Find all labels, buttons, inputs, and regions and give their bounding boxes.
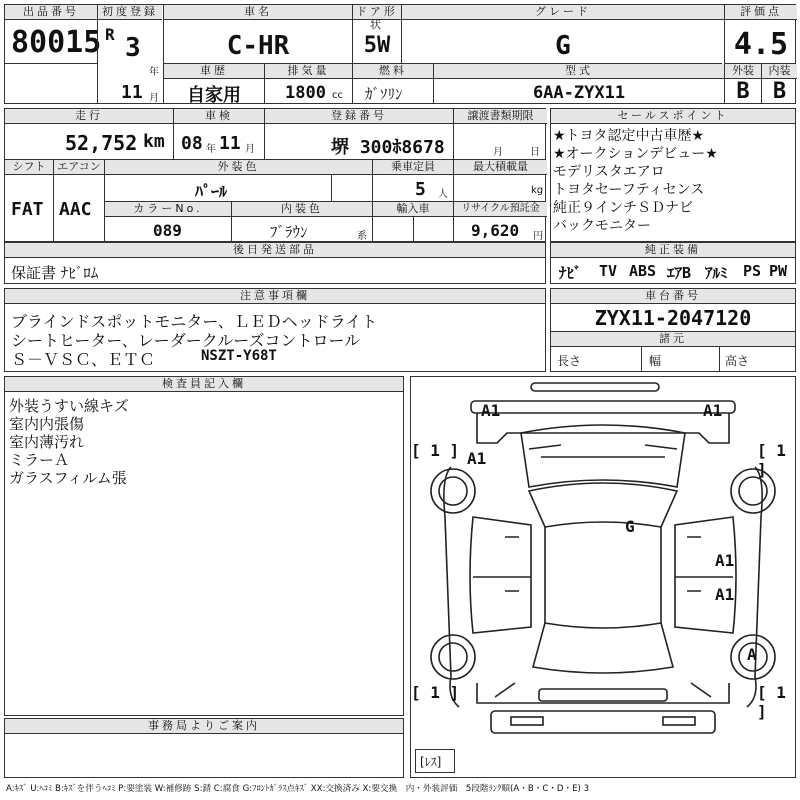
inspector-label: 検査員記入欄	[5, 377, 403, 392]
colorno-label: カラーNo.	[105, 202, 231, 217]
car-diagram	[411, 377, 795, 777]
equipment-block	[550, 242, 796, 284]
color-label: 外装色	[105, 160, 372, 175]
displacement-unit: cc	[332, 90, 343, 101]
width-label: 幅	[649, 354, 662, 368]
inspector-block	[4, 376, 404, 716]
chassis-label: 車台番号	[551, 289, 795, 304]
inspector-item: ガラスフィルム張	[9, 469, 127, 487]
legend: A:ｷｽﾞ U:ﾍｺﾐ B:ｷｽﾞを伴うﾍｺﾐ P:要塗装 W:補修跡 S:錆 C:腐食 G:ﾌﾛﾝﾄｶﾞﾗｽ点ｷｽﾞ XX:交換済み X:要交換 内・外装評価 5段階ﾗﾝｸ順(A・B・C・D・E) 3	[6, 784, 590, 794]
equip-pw: PW	[769, 262, 788, 280]
insp-month: 11	[219, 133, 241, 154]
inspection-label: 車検	[174, 109, 264, 124]
mileage-label: 走行	[5, 109, 173, 124]
exterior-label: 外装	[725, 64, 761, 79]
intcolor-unit: 系	[357, 231, 367, 242]
height-label: 高さ	[725, 354, 750, 368]
sales-item: ★オークションデビュー★	[553, 146, 718, 162]
sales-points-block	[550, 108, 796, 242]
score: 4.5	[733, 27, 789, 62]
history-label: 車歴	[164, 64, 264, 79]
inspector-item: 室内薄汚れ	[9, 433, 85, 451]
grade: G	[555, 31, 571, 61]
reg-era: R	[105, 25, 115, 44]
later-text: 保証書 ﾅﾋﾞﾛﾑ	[11, 264, 99, 282]
colorno: 089	[153, 221, 182, 240]
damage-mark: A1	[481, 401, 501, 420]
equip-ps: PS	[743, 262, 762, 280]
length-label: 長さ	[557, 354, 582, 368]
dims-label: 諸元	[551, 332, 795, 347]
later-parts-block	[4, 242, 546, 284]
recycle-label: リサイクル預託金	[454, 202, 547, 217]
year-unit: 年	[149, 67, 159, 78]
spare-less: [ﾚｽ]	[420, 755, 442, 769]
ac: AAC	[59, 199, 92, 220]
shift: FAT	[11, 199, 44, 220]
car-map	[410, 376, 796, 778]
spec-block	[4, 108, 546, 242]
reg-label: 初度登録	[98, 5, 162, 20]
damage-mark: A	[747, 645, 757, 664]
spare-tire-box	[415, 749, 455, 773]
transfer-label: 譲渡書類期限	[454, 109, 547, 124]
reg-year: 3	[125, 33, 141, 63]
car-name: C-HR	[226, 31, 290, 61]
tire-mark: [ 1 ]	[757, 441, 786, 479]
score-label: 評価点	[725, 5, 797, 20]
sales-item: ★トヨタ認定中古車歴★	[553, 128, 705, 144]
load-unit: kg	[531, 185, 544, 196]
name-label: 車名	[164, 5, 352, 20]
import-label: 輸入車	[373, 202, 453, 217]
ac-label: エアコン	[54, 160, 104, 175]
office-label: 事務局よりご案内	[5, 719, 403, 734]
chassis-number: ZYX11-2047120	[594, 306, 752, 330]
damage-mark: G	[625, 517, 635, 536]
grade-label: グレード	[402, 5, 724, 20]
header-block	[4, 4, 796, 104]
sales-item: モデリスタエアロ	[553, 164, 665, 180]
lot-number: 80015	[11, 25, 102, 60]
equip-airbag: ｴｱB	[667, 264, 692, 282]
door-type: 5W	[363, 33, 391, 58]
fuel: ｶﾞｿﾘﾝ	[365, 85, 403, 103]
fuel-label: 燃料	[353, 64, 433, 79]
office-block	[4, 718, 404, 778]
displacement: 1800	[285, 83, 326, 103]
door-label: ドア形状	[353, 5, 401, 20]
history: 自家用	[187, 85, 241, 106]
month-unit: 月	[149, 93, 159, 104]
tire-mark: [ 1 ]	[757, 683, 786, 721]
sales-item: トヨタセーフティセンス	[553, 182, 705, 198]
equip-tv: TV	[599, 262, 618, 280]
capacity: 5	[415, 179, 426, 200]
model-label: 型式	[434, 64, 724, 79]
load-label: 最大積載量	[454, 160, 547, 175]
capacity-unit: 人	[438, 189, 448, 200]
tire-mark: [ 1 ]	[411, 683, 460, 702]
insp-year: 08	[181, 133, 203, 154]
sales-item: バックモニター	[553, 218, 651, 234]
notes-line: ブラインドスポットモニター、ＬＥＤヘッドライト	[11, 312, 378, 331]
insp-month-unit: 月	[245, 144, 255, 155]
equip-navi: ﾅﾋﾞ	[559, 264, 582, 282]
notes-extra: NSZT-Y68T	[201, 348, 277, 364]
notes-label: 注意事項欄	[5, 289, 545, 304]
damage-mark: A1	[715, 551, 735, 570]
plate-number: 堺 300ﾎ8678	[331, 137, 445, 158]
inspector-item: ミラーＡ	[9, 451, 70, 469]
intcolor-label: 内装色	[232, 202, 372, 217]
damage-mark: A1	[703, 401, 723, 420]
later-label: 後日発送部品	[5, 243, 545, 258]
recycle: 9,620	[471, 221, 520, 240]
insp-year-unit: 年	[206, 144, 216, 155]
transfer-day-unit: 日	[530, 147, 540, 158]
mileage: 52,752	[65, 131, 138, 155]
damage-mark: A1	[715, 585, 735, 604]
equipment-label: 純正装備	[551, 243, 795, 258]
inspector-item: 外装うすい線キズ	[9, 397, 129, 415]
interior-label: 内装	[762, 64, 797, 79]
inspector-item: 室内内張傷	[9, 415, 85, 433]
transfer-month-unit: 月	[493, 147, 503, 158]
lot-label: 出品番号	[5, 5, 97, 20]
exterior-score: B	[736, 79, 750, 104]
sales-label: セールスポイント	[551, 109, 795, 124]
intcolor: ﾌﾞﾗｳﾝ	[270, 223, 308, 241]
damage-mark: A1	[467, 449, 487, 468]
model: 6AA-ZYX11	[532, 83, 626, 103]
notes-line: Ｓ－ＶＳＣ、ＥＴＣ	[11, 350, 156, 369]
sales-item: 純正９インチＳＤナビ	[553, 200, 693, 216]
interior-score: B	[772, 79, 787, 104]
recycle-unit: 円	[533, 231, 543, 242]
equip-abs: ABS	[629, 262, 657, 280]
tire-mark: [ 1 ]	[411, 441, 460, 460]
plate-label: 登録番号	[265, 109, 453, 124]
capacity-label: 乗車定員	[373, 160, 453, 175]
notes-line: シートヒーター、レーダークルーズコントロール	[11, 331, 361, 350]
mileage-unit: km	[143, 131, 165, 152]
chassis-block	[550, 288, 796, 372]
notes-block	[4, 288, 546, 372]
equip-alloy: ｱﾙﾐ	[705, 264, 728, 282]
color: ﾊﾟｰﾙ	[195, 182, 228, 201]
shift-label: シフト	[5, 160, 53, 175]
displacement-label: 排気量	[265, 64, 352, 79]
reg-month: 11	[121, 82, 143, 103]
